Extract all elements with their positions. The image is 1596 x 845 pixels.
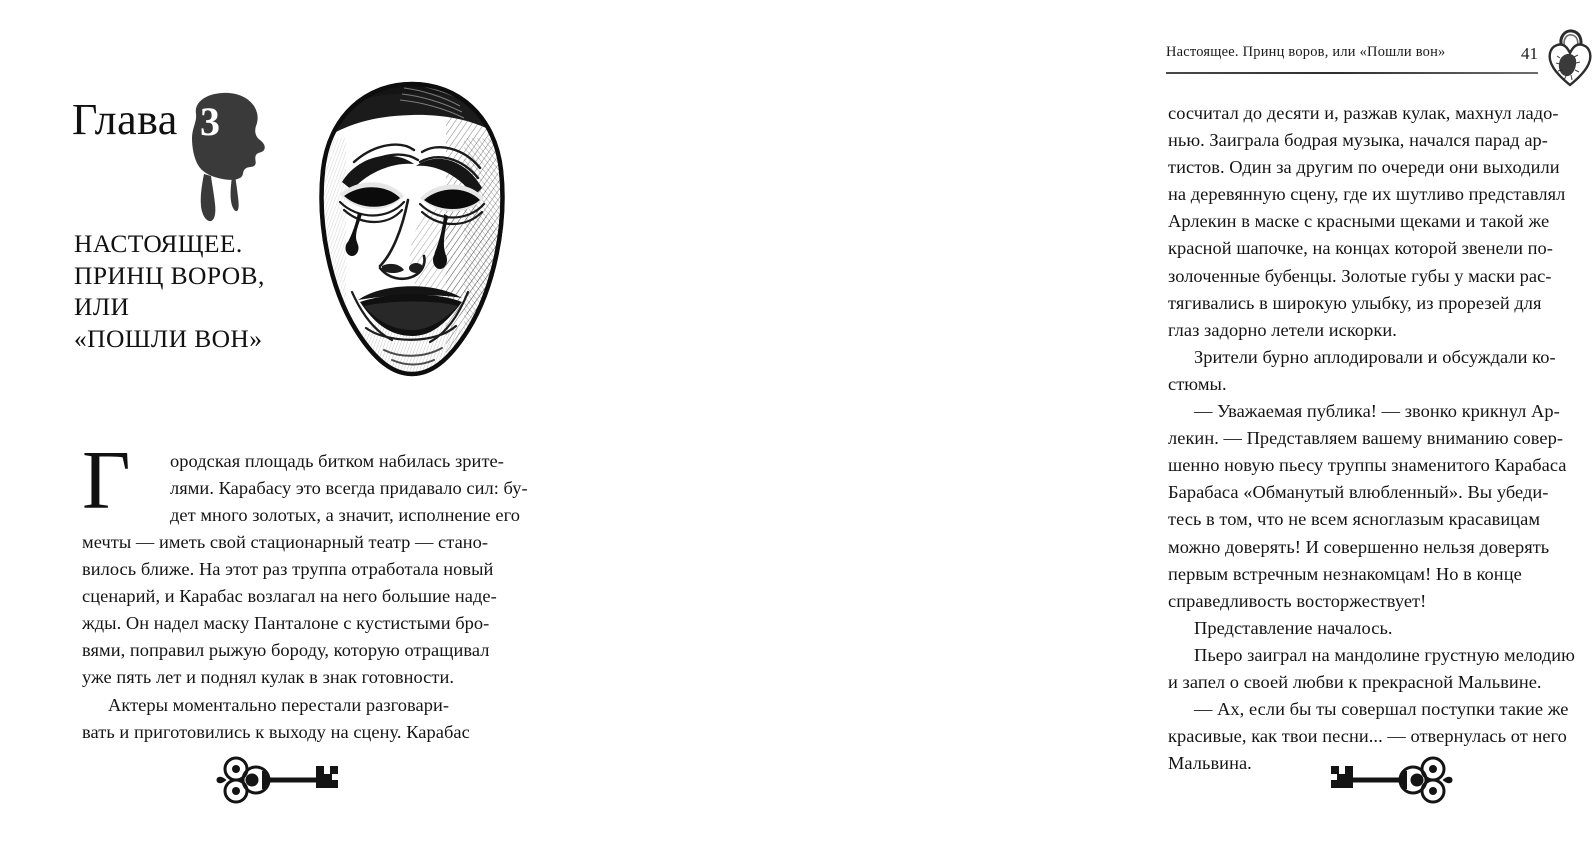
text-line: стюмы. xyxy=(1168,373,1227,394)
text-line: шенно новую пьесу труппы знаменитого Карабаса xyxy=(1168,455,1567,476)
text-line: красной шапочке, на концах которой звенели по- xyxy=(1168,238,1553,259)
ink-blot-graphic xyxy=(174,88,294,228)
text-line: сценарий, и Карабас возлагал на него большие наде- xyxy=(82,586,497,607)
text-line: дет много золотых, а значит, исполнение его xyxy=(170,505,520,526)
text-line: вями, поправил рыжую бороду, которую отращивал xyxy=(82,640,490,661)
left-body-text xyxy=(82,529,497,746)
key-ornament-left xyxy=(212,754,362,806)
text-line: Арлекин в маске с красными щеками и такой же xyxy=(1168,211,1550,232)
page-number: 41 xyxy=(1521,44,1538,63)
text-line: тесь в том, что не всем ясноглазым красавицам xyxy=(1168,509,1541,530)
left-page xyxy=(0,0,550,845)
chapter-title xyxy=(74,228,324,354)
text-line: лями. Карабасу это всегда придавало сил: бу- xyxy=(170,478,528,499)
right-body-text xyxy=(1168,100,1575,777)
chapter-title-line-4: «ПОШЛИ ВОН» xyxy=(74,323,263,353)
chapter-number: 3 xyxy=(200,99,220,144)
text-line: тягивались в широкую улыбку, из прорезей для xyxy=(1168,292,1542,313)
running-head: Настоящее. Принц воров, или «Пошли вон» xyxy=(1166,44,1446,60)
text-line: вилось ближе. На этот раз труппа отработала новый xyxy=(82,559,494,580)
text-line: тистов. Один за другим по очереди они выходили xyxy=(1168,157,1560,178)
chapter-heading xyxy=(72,92,312,212)
text-line: глаз задорно летели искорки. xyxy=(1168,319,1397,340)
text-line: можно доверять! И совершенно нельзя доверять xyxy=(1168,536,1550,557)
text-line: мечты — иметь свой стационарный театр — стано- xyxy=(82,532,489,552)
text-line: на деревянную сцену, где их шутливо представлял xyxy=(1168,184,1566,205)
text-line: лекин. — Представляем вашему вниманию совер- xyxy=(1168,428,1563,449)
key-ornament-right xyxy=(1307,754,1457,806)
text-line: ородская площадь битком набилась зрите- xyxy=(170,451,504,471)
text-line: первым встречным незнакомцам! Но в конце xyxy=(1168,563,1522,584)
drop-cap: Г xyxy=(82,434,131,527)
text-line: Барабаса «Обманутый влюбленный». Вы убеди- xyxy=(1168,482,1549,503)
text-line: Актеры моментально перестали разговари- xyxy=(108,694,450,715)
chapter-title-line-3: ИЛИ xyxy=(74,292,130,322)
text-line: — Ах, если бы ты совершал поступки такие же xyxy=(1194,699,1569,720)
right-page xyxy=(550,0,1575,845)
text-line: Зрители бурно аплодировали и обсуждали ко- xyxy=(1194,346,1556,367)
text-line: красивые, как твои песни... — отвернулась от него xyxy=(1168,726,1567,747)
text-line: — Уважаемая публика! — звонко крикнул Ар- xyxy=(1194,401,1560,422)
text-line: золоченные бубенцы. Золотые губы у маски рас- xyxy=(1168,265,1552,286)
text-line: и запел о своей любви к прекрасной Мальвине. xyxy=(1168,671,1542,692)
chapter-label: Глава xyxy=(72,95,178,144)
heart-padlock-icon xyxy=(1544,28,1596,90)
chapter-title-line-1: НАСТОЯЩЕЕ. xyxy=(74,229,243,258)
tragedy-mask-illustration xyxy=(296,78,528,384)
first-paragraph-head xyxy=(170,448,528,529)
text-line: Представление началось. xyxy=(1194,617,1393,638)
text-line: уже пять лет и поднял кулак в знак готовности. xyxy=(82,667,455,688)
text-line: жды. Он надел маску Панталоне с кустистыми бро- xyxy=(82,613,490,634)
text-line: сосчитал до десяти и, разжав кулак, махнул ладо- xyxy=(1168,103,1559,123)
text-line: Пьеро заиграл на мандолине грустную мелодию xyxy=(1194,644,1575,665)
text-line: справедливость восторжествует! xyxy=(1168,590,1427,611)
text-line: вать и приготовились к выходу на сцену. Карабас xyxy=(82,721,470,742)
header-rule xyxy=(1166,72,1538,74)
text-line: нью. Заиграла бодрая музыка, начался парад ар- xyxy=(1168,130,1548,151)
text-line: Мальвина. xyxy=(1168,753,1252,774)
chapter-title-line-2: ПРИНЦ ВОРОВ, xyxy=(74,260,265,290)
